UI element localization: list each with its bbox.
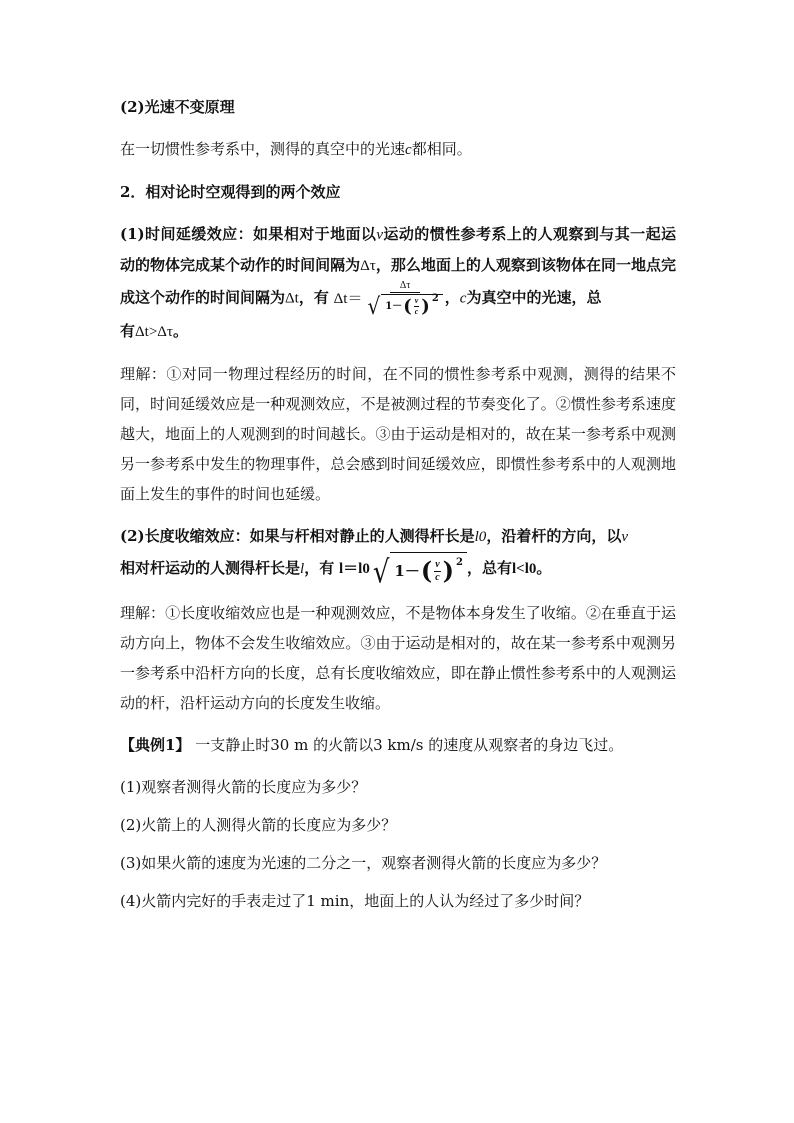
length-contraction-middle-1: ，沿着杆的方向，以 xyxy=(486,527,622,545)
length-contraction-middle-4: ，总有 xyxy=(466,559,512,577)
question-1-text: (1)观察者测得火箭的长度应为多少？ xyxy=(120,778,367,796)
paragraph-light-speed xyxy=(120,134,676,165)
paragraph-time-dilation xyxy=(120,219,676,347)
length-contraction-v-over-c xyxy=(434,560,440,583)
left-paren-icon: ( xyxy=(420,556,433,585)
length-contraction-middle-2: 相对杆运动的人测得杆长是 xyxy=(120,559,301,577)
question-3 xyxy=(120,848,676,878)
time-dilation-end-prefix: 有 xyxy=(120,322,136,340)
time-dilation-sqrt xyxy=(367,292,442,320)
example-text: 一支静止时30 m 的火箭以3 km/s 的速度从观察者的身边飞过。 xyxy=(195,736,624,754)
length-contraction-one-minus: 1－ xyxy=(394,562,420,580)
time-dilation-after-formula: ， xyxy=(444,288,460,307)
time-dilation-fraction-bottom xyxy=(367,292,442,320)
length-contraction-end-suffix: 。 xyxy=(536,559,552,577)
paragraph-understanding-2 xyxy=(120,598,676,718)
example-intro xyxy=(120,730,676,760)
right-paren-icon: ) xyxy=(442,556,455,585)
time-dilation-one-minus: 1－ xyxy=(385,300,403,312)
time-dilation-dtau: Δτ xyxy=(360,258,376,274)
time-dilation-middle-1: 运动的惯性参考系上的人观察到与其一起运动的物体完成某个动作的时间间隔为 xyxy=(120,225,676,274)
time-dilation-c: c xyxy=(459,290,467,307)
sqrt-sign-icon: √ xyxy=(372,555,390,591)
length-contraction-sqrt xyxy=(372,552,467,591)
right-paren-icon: ) xyxy=(421,295,430,317)
document-content xyxy=(120,92,676,924)
speed-of-light-symbol: c xyxy=(405,142,412,158)
time-dilation-fraction-top: Δτ xyxy=(390,281,420,293)
question-2 xyxy=(120,810,676,840)
length-contraction-end-formula: l<l0 xyxy=(512,561,537,577)
time-dilation-formula-v: v xyxy=(414,296,419,305)
understanding-2-text: 理解：①长度收缩效应也是一种观测效应，不是物体本身发生了收缩。②在垂直于运动方向上，物体不会发生收缩效应。③由于运动是相对的，故在某一参考系中观测另一参考系中沿杆方向的长度，总有长度收缩效应，即在静止惯性参考系中的人观测运动的杆，沿杆运动方向的长度发生收缩。 xyxy=(120,604,676,712)
time-dilation-v: v xyxy=(376,227,384,243)
length-contraction-sqrt-body xyxy=(390,552,467,586)
time-dilation-sqrt-body xyxy=(381,294,443,316)
length-contraction-l: l xyxy=(300,561,305,577)
time-dilation-middle-3: ，有 xyxy=(298,288,329,307)
subheading-light-speed xyxy=(120,92,676,122)
time-dilation-prefix: (1)时间延缓效应：如果相对于地面以 xyxy=(120,225,377,243)
time-dilation-fraction xyxy=(367,280,442,320)
question-2-text: (2)火箭上的人测得火箭的长度应为多少？ xyxy=(120,816,397,834)
length-contraction-l0: l0 xyxy=(474,529,487,545)
time-dilation-formula xyxy=(333,280,445,320)
question-4-text: (4)火箭内完好的手表走过了1 min，地面上的人认为经过了多少时间？ xyxy=(120,892,590,910)
time-dilation-formula-c: c xyxy=(414,307,419,316)
time-dilation-formula-lhs: Δt＝ xyxy=(333,290,363,307)
understanding-1-text: 理解：①对同一物理过程经历的时间，在不同的惯性参考系中观测，测得的结果不同，时间延缓效应是一种观测效应，不是被测过程的节奏变化了。②惯性参考系速度越大，地面上的人观测到的时间越长。③由于运动是相对的，故在某一参考系中观测另一参考系中发生的物理事件，总会感到时间延缓效应，即惯性参考系中的人观测地面上发生的事件的时间也延缓。 xyxy=(120,365,676,503)
length-contraction-prefix: (2)长度收缩效应：如果与杆相对静止的人测得杆长是 xyxy=(120,527,475,545)
length-contraction-exponent: 2 xyxy=(456,557,463,568)
paragraph-light-speed-tail: 都相同。 xyxy=(411,140,472,158)
paragraph-understanding-1 xyxy=(120,359,676,509)
time-dilation-v-over-c xyxy=(414,297,420,316)
time-dilation-end-formula: Δt>Δτ xyxy=(135,324,173,340)
subheading-light-speed-text: (2)光速不变原理 xyxy=(120,98,235,116)
time-dilation-middle-2: ，那么地面上的人观察到该物体在同一地点完成这个动作的时间间隔为 xyxy=(120,256,676,307)
question-1 xyxy=(120,772,676,802)
length-contraction-formula xyxy=(338,552,467,591)
subheading-two-effects-text: 2．相对论时空观得到的两个效应 xyxy=(120,183,341,201)
length-contraction-formula-c: c xyxy=(435,571,440,583)
question-3-text: (3)如果火箭的速度为光速的二分之一，观察者测得火箭的长度应为多少？ xyxy=(120,854,607,872)
length-contraction-v: v xyxy=(621,529,628,545)
subheading-two-effects xyxy=(120,177,676,207)
question-4 xyxy=(120,886,676,916)
sqrt-sign-icon: √ xyxy=(367,292,381,320)
paragraph-length-contraction xyxy=(120,521,676,591)
length-contraction-middle-3: ，有 xyxy=(304,559,335,577)
length-contraction-formula-v: v xyxy=(435,558,440,570)
time-dilation-exponent: 2 xyxy=(431,292,439,304)
time-dilation-end-suffix: 。 xyxy=(172,322,188,340)
time-dilation-end-1: 为真空中的光速，总 xyxy=(466,288,602,307)
example-label: 【典例1】 xyxy=(120,736,191,754)
time-dilation-dt: Δt xyxy=(285,290,299,307)
length-contraction-formula-lhs: l＝l0 xyxy=(338,561,370,577)
paragraph-light-speed-text: 在一切惯性参考系中，测得的真空中的光速 xyxy=(120,140,406,158)
left-paren-icon: ( xyxy=(403,295,412,317)
